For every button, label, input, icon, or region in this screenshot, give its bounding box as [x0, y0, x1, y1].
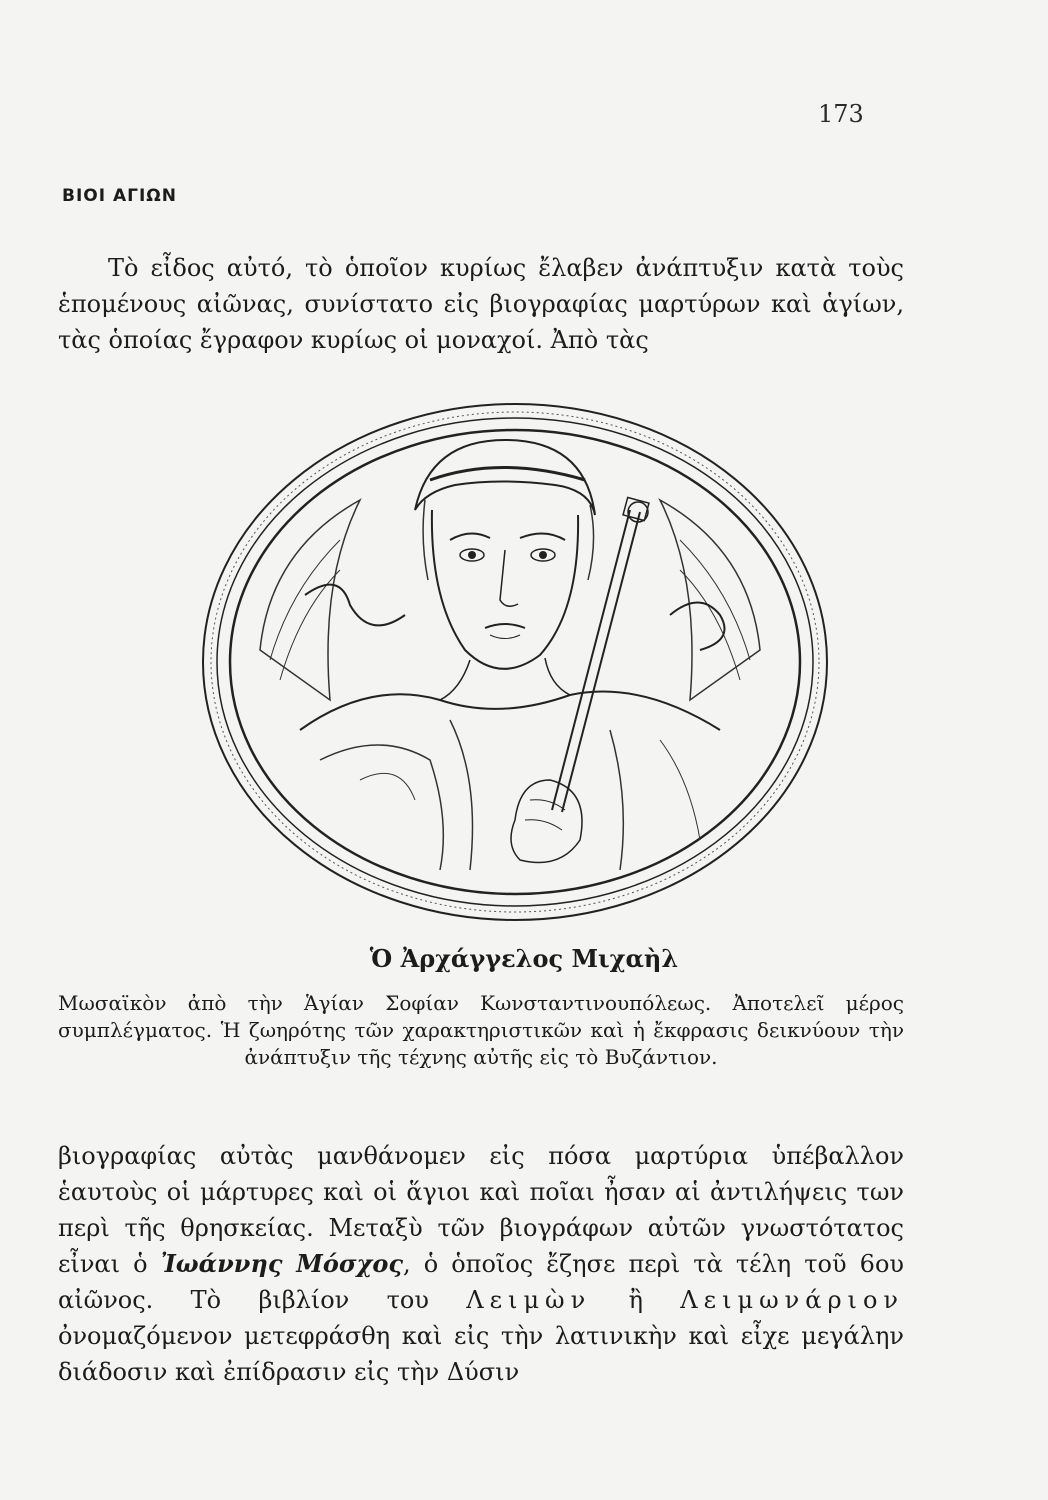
- paragraph-2-part3: ἢ: [591, 1286, 681, 1314]
- figure-caption: Μωσαϊκὸν ἀπὸ τὴν Ἁγίαν Σοφίαν Κωνσταντινουπόλεως. Ἀποτελεῖ μέρος συμπλέγματος. Ἡ ζωηρότης τῶν χαρακτηριστικῶν καὶ ἡ ἔκφρασις δεικνύουν τὴν ἀνάπτυξιν τῆς τέχνης αὐτῆς εἰς τὸ Βυζάντιον.: [58, 991, 904, 1069]
- running-head: ΒΙΟΙ ΑΓΙΩΝ: [62, 186, 177, 206]
- book-title-leimon: Λειμὼν: [466, 1286, 592, 1314]
- figure-title: Ὁ Ἀρχάγγελος Μιχαὴλ: [369, 944, 679, 973]
- page-number: 173: [818, 100, 864, 128]
- archangel-engraving-icon: [200, 400, 830, 930]
- paragraph-2-part2: , ὁ ὁποῖος ἔζησε περὶ τὰ τέλη τοῦ 6ου αἰῶνος. Τὸ βιβλίον του: [58, 1250, 904, 1314]
- paragraph-1: Τὸ εἶδος αὐτό, τὸ ὁποῖον κυρίως ἔλαβεν ἀνάπτυξιν κατὰ τοὺς ἑπομένους αἰῶνας, συνίστατο εἰς βιογραφίας μαρτύρων καὶ ἁγίων, τὰς ὁποίας ἔγραφον κυρίως οἱ μοναχοί. Ἀπὸ τὰς: [58, 254, 904, 354]
- paragraph-2-part1: βιογραφίας αὐτὰς μανθάνομεν εἰς πόσα μαρτύρια ὑπέβαλλον ἑαυτοὺς οἱ μάρτυρες καὶ οἱ ἅγιοι καὶ ποῖαι ἦσαν αἱ ἀντιλήψεις των περὶ τῆς θρησκείας. Μεταξὺ τῶν βιογράφων αὐτῶν γνωστότατος εἶναι ὁ: [58, 1142, 904, 1278]
- author-name: Ἰωάννης Μόσχος: [160, 1249, 403, 1278]
- book-title-leimonarion: Λειμωνάριον: [680, 1286, 904, 1314]
- archangel-mosaic-illustration: [200, 400, 830, 930]
- paragraph-2: [58, 1138, 904, 1390]
- paragraph-2-part4: ὀνομαζόμενον μετεφράσθη καὶ εἰς τὴν λατινικὴν καὶ εἶχε μεγάλην διάδοσιν καὶ ἐπίδρασιν εἰς τὴν Δύσιν: [58, 1322, 904, 1386]
